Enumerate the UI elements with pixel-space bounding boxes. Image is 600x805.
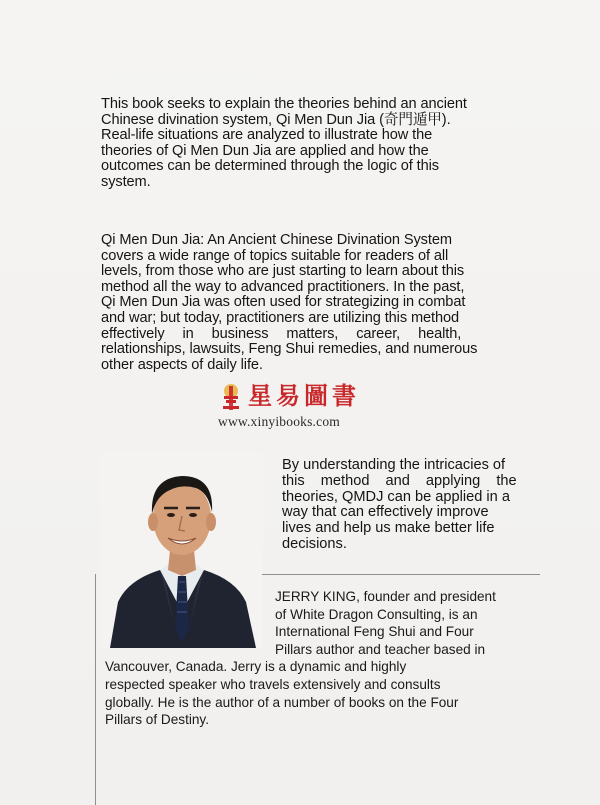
bio-line: of White Dragon Consulting, is an [275,606,478,622]
text-line: lives and help us make better life [282,520,495,537]
text-line: system. [101,173,151,190]
text-line: method all the way to advanced practitioners. In the past, [101,278,465,295]
text-line: relationships, lawsuits, Feng Shui remedies, and numerous [101,341,478,358]
text-line: covers a wide range of topics suitable for readers of all [101,247,449,264]
bio-frame-left [95,574,96,805]
text-line: Qi Men Dun Jia was often used for strategizing in combat [101,294,466,311]
text-line: theories of Qi Men Dun Jia are applied and how the [101,142,429,159]
text-line: this method and applying the [282,472,517,489]
text-line: outcomes can be determined through the logic of this [101,158,439,175]
bio-frame-top [262,574,540,575]
text-line: theories, QMDJ can be applied in a [282,488,510,505]
bio-line: Pillars of Destiny. [105,712,209,728]
text-line: Real-life situations are analyzed to illustrate how the [101,127,433,144]
text-line: Qi Men Dun Jia: An Ancient Chinese Divination System [101,232,452,248]
text-line: decisions. [282,535,347,552]
bio-line: respected speaker who travels extensively and consults [105,676,441,692]
publisher-logo-icon [218,382,244,412]
publisher-watermark [218,382,388,432]
text-line: By understanding the intricacies of [282,457,506,473]
publisher-url: www.xinyibooks.com [218,414,340,429]
author-bio [105,588,545,729]
text-line: other aspects of daily life. [101,356,263,373]
bio-line: Vancouver, Canada. Jerry is a dynamic and highly [105,659,407,675]
bio-line: Pillars author and teacher based in [275,641,486,657]
text-line: levels, from those who are just starting to learn about this [101,263,465,280]
benefits-paragraph [282,458,548,553]
bio-line: International Feng Shui and Four [275,624,474,640]
text-line: way that can effectively improve [282,504,489,521]
bio-line: JERRY KING, founder and president [275,589,496,604]
text-line: effectively in business matters, career, health, [101,325,462,342]
text-line: and war; but today, practitioners are utilizing this method [101,309,460,326]
text-line: Chinese divination system, Qi Men Dun Jia (奇門遁甲). [101,111,451,128]
text-line: This book seeks to explain the theories behind an ancient [101,96,467,112]
topics-paragraph [101,233,539,373]
publisher-chinese-name: 星易圖書 [248,381,360,410]
bio-line: globally. He is the author of a number of books on the Four [105,694,459,710]
intro-paragraph [101,97,539,191]
